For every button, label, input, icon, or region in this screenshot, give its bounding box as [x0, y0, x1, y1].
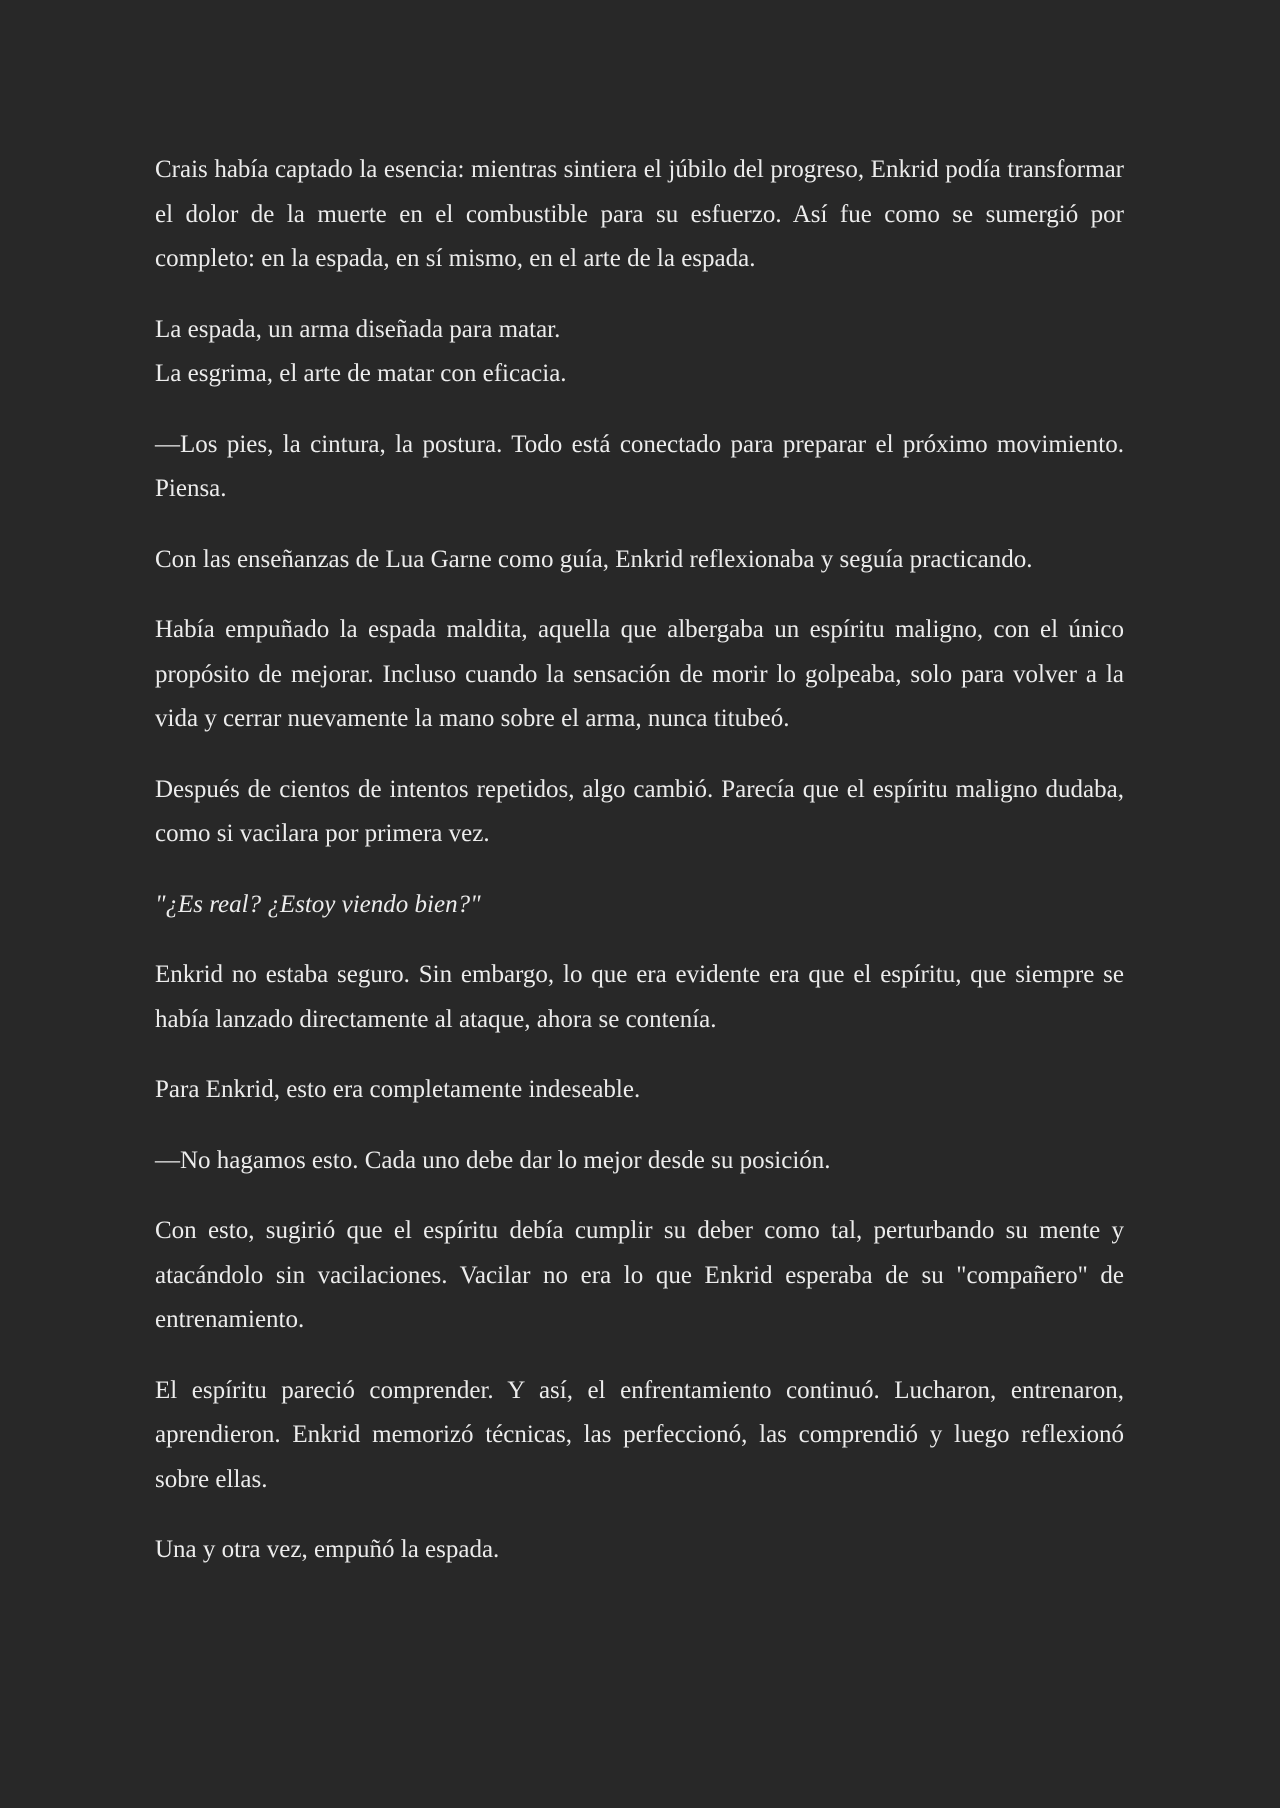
- paragraph-1: Crais había captado la esencia: mientras sintiera el júbilo del progreso, Enkrid podía transformar el dolor de la muerte en el combustible para su esfuerzo. Así fue como se sumergió por completo: en la espada, en sí mismo, en el arte de la espada.: [155, 156, 1124, 272]
- paragraph-5: Había empuñado la espada maldita, aquella que albergaba un espíritu maligno, con el único propósito de mejorar. Incluso cuando la sensación de morir lo golpeaba, solo para volver a la vida y cerrar nuevamente la mano sobre el arma, nunca titubeó.: [155, 616, 1124, 732]
- paragraph-12: El espíritu pareció comprender. Y así, el enfrentamiento continuó. Lucharon, entrenaron, aprendieron. Enkrid memorizó técnicas, las perfeccionó, las comprendió y luego reflexionó sobre ellas.: [155, 1376, 1124, 1493]
- paragraph-3: —Los pies, la cintura, la postura. Todo está conectado para preparar el próximo movimiento. Piensa.: [155, 430, 1124, 502]
- paragraph-2-line-1: La espada, un arma diseñada para matar.: [155, 315, 561, 343]
- paragraph-9: Para Enkrid, esto era completamente indeseable.: [155, 1076, 641, 1103]
- paragraph-2-line-2: La esgrima, el arte de matar con eficacia.: [155, 360, 567, 387]
- paragraph-6: Después de cientos de intentos repetidos, algo cambió. Parecía que el espíritu maligno dudaba, como si vacilara por primera vez.: [155, 775, 1124, 847]
- paragraph-2: [155, 308, 1124, 397]
- reader-page: [155, 148, 1124, 1599]
- paragraph-7-thought: "¿Es real? ¿Estoy viendo bien?": [155, 890, 481, 918]
- paragraph-11: Con esto, sugirió que el espíritu debía cumplir su deber como tal, perturbando su mente y atacándolo sin vacilaciones. Vacilar no era lo que Enkrid esperaba de su "compañero" de entrenamiento.: [155, 1217, 1124, 1333]
- paragraph-4: Con las enseñanzas de Lua Garne como guía, Enkrid reflexionaba y seguía practicando.: [155, 545, 1033, 573]
- paragraph-10: —No hagamos esto. Cada uno debe dar lo mejor desde su posición.: [155, 1146, 831, 1174]
- paragraph-13: Una y otra vez, empuñó la espada.: [155, 1536, 500, 1563]
- paragraph-8: Enkrid no estaba seguro. Sin embargo, lo que era evidente era que el espíritu, que siempre se había lanzado directamente al ataque, ahora se contenía.: [155, 961, 1124, 1033]
